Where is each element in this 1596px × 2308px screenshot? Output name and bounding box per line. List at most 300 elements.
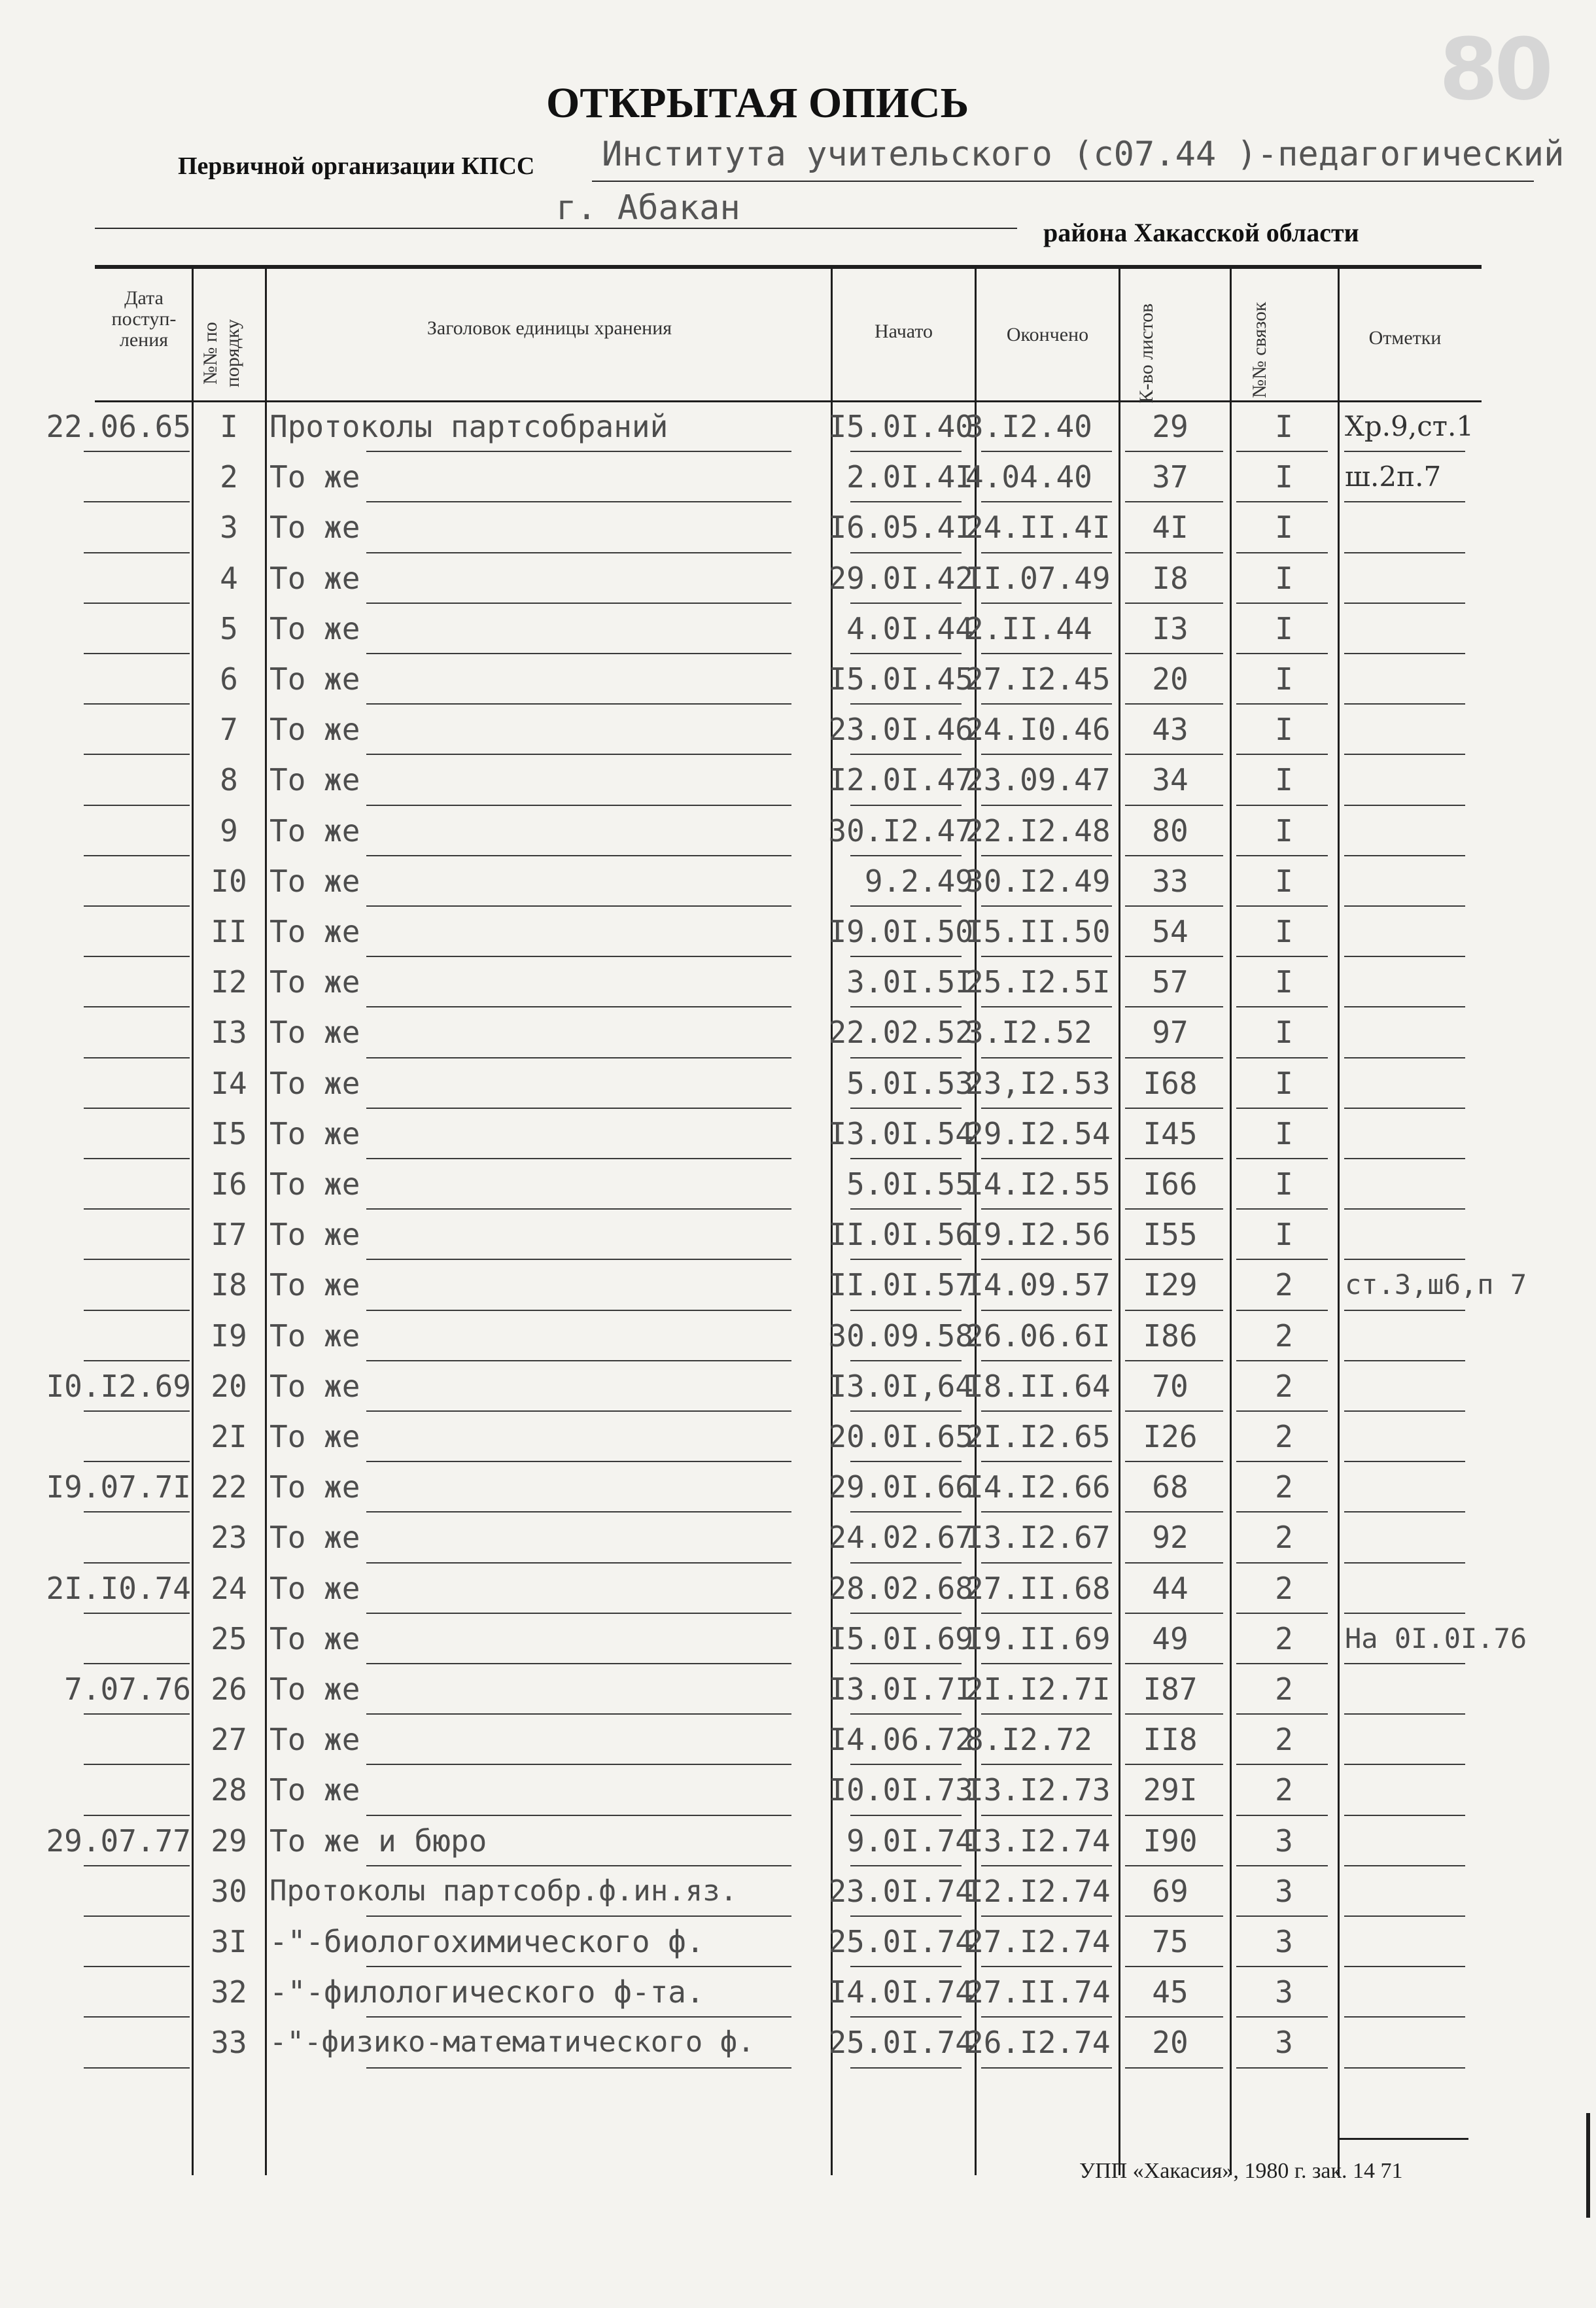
row-rule [1344,2016,1465,2018]
cell-title: То же [269,864,360,898]
cell-start: 5.0I.53 [846,1066,973,1100]
row-rule [1125,603,1223,604]
cell-num: 7 [220,712,238,747]
title-rule [366,2067,791,2069]
cell-bundle: 2 [1275,1672,1293,1706]
cell-sheets: 69 [1152,1874,1188,1908]
cell-sheets: 92 [1152,1520,1188,1555]
cell-bundle: I [1275,1116,1293,1151]
row-rule [981,703,1112,705]
row-rule [850,905,962,907]
row-rule [1344,603,1465,604]
cell-end: 26.06.6I [965,1318,1111,1353]
row-rule [981,1663,1112,1664]
row-rule [1236,603,1328,604]
row-rule [981,501,1112,502]
cell-num: 33 [211,2025,247,2060]
row-rule [981,1410,1112,1412]
row-rule [1125,1461,1223,1462]
row-rule [1125,1966,1223,1967]
cell-title: То же [269,611,360,646]
cell-title: То же [269,1369,360,1403]
row-rule [84,451,190,452]
cell-bundle: 2 [1275,1773,1293,1808]
row-rule [1344,1713,1465,1715]
row-rule [850,1360,962,1361]
table-row [0,1819,1596,1869]
row-rule [1344,653,1465,654]
cell-bundle: I [1275,763,1293,797]
row-rule [84,855,190,856]
row-rule [84,2016,190,2018]
table-row [0,1364,1596,1414]
cell-title: То же [269,1268,360,1303]
cell-num: 23 [211,1520,247,1555]
row-rule [1125,1158,1223,1159]
row-rule [850,1815,962,1816]
cell-num: 22 [211,1470,247,1505]
row-rule [1236,703,1328,705]
cell-start: I3.0I,64 [828,1369,973,1403]
row-rule [981,2016,1112,2018]
cell-bundle: I [1275,965,1293,1000]
cell-end: 27.II.68 [965,1571,1111,1605]
cell-num: I2 [211,965,247,1000]
row-rule [850,754,962,755]
cell-title: Протоколы партсобраний [269,410,668,444]
cell-sheets: I55 [1143,1217,1198,1252]
cell-end: I3.I2.73 [965,1773,1111,1808]
row-rule [981,1461,1112,1462]
cell-end: 2.II.44 [965,611,1092,646]
table-row [0,1314,1596,1364]
row-rule [84,1310,190,1311]
cell-start: 25.0I.74 [828,2025,973,2060]
cell-num: 4 [220,561,238,595]
row-rule [981,451,1112,452]
cell-sheets: 33 [1152,864,1188,898]
cell-title: То же [269,763,360,797]
cell-sheets: I86 [1143,1318,1198,1353]
cell-sheets: 68 [1152,1470,1188,1505]
cell-title: То же и бюро [269,1823,487,1858]
row-rule [1236,1815,1328,1816]
cell-num: 26 [211,1672,247,1706]
cell-end: 29.I2.54 [965,1116,1111,1151]
cell-start: I5.0I.45 [828,662,973,696]
cell-start: I4.0I.74 [828,1975,973,2010]
cell-sheets: 20 [1152,662,1188,696]
row-rule [1344,1511,1465,1512]
row-rule [1344,1259,1465,1260]
cell-start: I6.05.4I [828,510,973,545]
cell-title: То же [269,712,360,747]
city: г. Абакан [556,188,740,228]
row-rule [1236,1461,1328,1462]
title-rule [366,1562,791,1564]
cell-num: 27 [211,1722,247,1757]
cell-bundle: 3 [1275,1925,1293,1959]
row-rule [981,905,1112,907]
cell-start: 29.0I.66 [828,1470,973,1505]
row-rule [1236,754,1328,755]
row-rule [850,1259,962,1260]
cell-num: 2 [220,460,238,495]
cell-sheets: 4I [1152,510,1188,545]
cell-bundle: 2 [1275,1268,1293,1303]
cell-start: 9.0I.74 [846,1823,973,1858]
row-rule [84,1158,190,1159]
title-rule [366,1713,791,1715]
title-rule [366,2016,791,2018]
row-rule [1236,1663,1328,1664]
row-rule [1344,1865,1465,1866]
cell-title: То же [269,1621,360,1656]
cell-end: I9.II.69 [965,1621,1111,1656]
cell-bundle: 3 [1275,2025,1293,2060]
row-rule [1236,1108,1328,1109]
row-rule [1344,1915,1465,1917]
row-rule [1344,1815,1465,1816]
table-row [0,657,1596,707]
row-rule [1125,1865,1223,1866]
cell-start: 28.02.68 [828,1571,973,1605]
cell-num: I4 [211,1066,247,1100]
row-rule [1236,1865,1328,1866]
cell-title: Протоколы партсобр.ф.ин.яз. [269,1874,738,1908]
row-rule [981,1562,1112,1564]
cell-date: 7.07.76 [64,1672,191,1706]
org-name: Института учительского (с07.44 )-педагогический [602,135,1565,174]
cell-end: I2.I2.74 [965,1874,1111,1908]
cell-title: То же [269,1066,360,1100]
row-rule [981,1511,1112,1512]
row-rule [850,703,962,705]
cell-start: I5.0I.69 [828,1621,973,1656]
table-row [0,1515,1596,1565]
row-rule [1125,451,1223,452]
cell-end: 23,I2.53 [965,1066,1111,1100]
cell-sheets: 43 [1152,712,1188,747]
cell-num: 3 [220,510,238,545]
row-rule [1344,1966,1465,1967]
row-rule [850,1208,962,1210]
cell-bundle: I [1275,410,1293,444]
cell-start: 3.0I.5I [846,965,973,1000]
row-rule [84,1915,190,1917]
row-rule [1125,956,1223,957]
row-rule [1236,1310,1328,1311]
cell-sheets: I45 [1143,1116,1198,1151]
cell-title: То же [269,662,360,696]
cell-sheets: II8 [1143,1722,1198,1757]
row-rule [850,1713,962,1715]
cell-date: 22.06.65 [46,410,191,444]
cell-title: То же [269,813,360,848]
cell-sheets: 44 [1152,1571,1188,1605]
row-rule [1125,805,1223,806]
margin-mark [1586,2113,1590,2218]
row-rule [1125,855,1223,856]
row-rule [1236,956,1328,957]
row-rule [981,1208,1112,1210]
title-rule [366,1815,791,1816]
row-rule [1125,1562,1223,1564]
header-date: Дата поступ-ления [111,287,177,351]
row-rule [1125,1108,1223,1109]
cell-sheets: 49 [1152,1621,1188,1656]
row-rule [84,1057,190,1058]
cell-title: То же [269,915,360,949]
cell-bundle: I [1275,864,1293,898]
table-top-border [95,265,1482,269]
cell-end: 22.I2.48 [965,813,1111,848]
cell-start: I0.0I.73 [828,1773,973,1808]
row-rule [850,1613,962,1614]
row-rule [981,1713,1112,1715]
row-rule [84,1410,190,1412]
cell-end: I4.09.57 [965,1268,1111,1303]
row-rule [1125,2016,1223,2018]
cell-title: То же [269,1520,360,1555]
cell-start: 22.02.52 [828,1015,973,1050]
row-rule [850,1006,962,1007]
cell-end: 3.I2.52 [965,1015,1092,1050]
row-rule [1236,451,1328,452]
table-row [0,1768,1596,1818]
row-rule [1236,653,1328,654]
row-rule [850,501,962,502]
cell-num: 6 [220,662,238,696]
row-rule [84,1562,190,1564]
row-rule [981,1966,1112,1967]
cell-end: 24.II.4I [965,510,1111,545]
table-row [0,707,1596,758]
row-rule [84,2067,190,2069]
row-rule [1236,1915,1328,1917]
cell-end: I3.I2.74 [965,1823,1111,1858]
row-rule [981,653,1112,654]
cell-sheets: I29 [1143,1268,1198,1303]
row-rule [850,552,962,553]
row-rule [1125,703,1223,705]
row-rule [1236,1360,1328,1361]
row-rule [84,1259,190,1260]
row-rule [850,1966,962,1967]
table-row [0,1919,1596,1970]
cell-start: 30.I2.47 [828,813,973,848]
table-row [0,2020,1596,2071]
row-rule [1344,1108,1465,1109]
cell-start: 9.2.49 [864,864,973,898]
row-rule [1344,1006,1465,1007]
table-row [0,758,1596,808]
row-rule [84,754,190,755]
cell-end: I4.I2.55 [965,1167,1111,1201]
title-rule [366,956,791,957]
row-rule [1236,1966,1328,1967]
cell-date: I0.I2.69 [46,1369,191,1403]
cell-bundle: 2 [1275,1369,1293,1403]
row-rule [84,1865,190,1866]
title-rule [366,552,791,553]
cell-num: 2I [211,1420,247,1454]
row-rule [1125,2067,1223,2069]
row-rule [850,956,962,957]
row-rule [850,1663,962,1664]
table-row [0,1111,1596,1162]
cell-end: 23.09.47 [965,763,1111,797]
title-rule [366,653,791,654]
cell-note: ст.3,ш6,п 7 [1345,1268,1527,1301]
cell-num: 9 [220,813,238,848]
cell-start: I4.06.72 [828,1722,973,1757]
table-row [0,1061,1596,1111]
table-bottom-right [1338,2138,1468,2140]
table-row [0,1414,1596,1465]
cell-end: I4.I2.66 [965,1470,1111,1505]
row-rule [850,1158,962,1159]
row-rule [1125,552,1223,553]
title-rule [366,1511,791,1512]
title-rule [366,1613,791,1614]
cell-bundle: I [1275,712,1293,747]
title-rule [366,603,791,604]
title-rule [366,1006,791,1007]
header-bundle: №№ связок [1249,302,1270,398]
row-rule [1125,653,1223,654]
row-rule [1125,1057,1223,1058]
row-rule [1236,1713,1328,1715]
cell-sheets: 20 [1152,2025,1188,2060]
row-rule [850,451,962,452]
row-rule [850,1310,962,1311]
row-rule [84,1764,190,1765]
row-rule [981,855,1112,856]
cell-bundle: I [1275,813,1293,848]
row-rule [1125,1310,1223,1311]
cell-note: На 0I.0I.76 [1345,1622,1527,1654]
row-rule [850,653,962,654]
cell-title: То же [269,1470,360,1505]
table-row [0,809,1596,859]
cell-title: То же [269,1571,360,1605]
cell-date: 29.07.77 [46,1823,191,1858]
row-rule [981,603,1112,604]
row-rule [981,2067,1112,2069]
cell-sheets: I87 [1143,1672,1198,1706]
title-rule [366,1461,791,1462]
cell-end: 27.I2.74 [965,1925,1111,1959]
cell-title: -"-биологохимического ф. [269,1925,704,1959]
cell-num: I0 [211,864,247,898]
row-rule [1236,1562,1328,1564]
row-rule [1236,501,1328,502]
cell-start: II.0I.56 [828,1217,973,1252]
org-label: Первичной организации КПСС [178,152,535,180]
table-row [0,1717,1596,1768]
cell-num: 8 [220,763,238,797]
row-rule [1344,703,1465,705]
cell-num: 28 [211,1773,247,1808]
cell-num: 32 [211,1975,247,2010]
row-rule [1125,1663,1223,1664]
cell-end: 4.04.40 [965,460,1092,495]
cell-num: I9 [211,1318,247,1353]
row-rule [981,1613,1112,1614]
cell-num: I3 [211,1015,247,1050]
row-rule [84,905,190,907]
row-rule [981,1310,1112,1311]
header-sheets: К-во листов [1136,303,1157,404]
row-rule [1344,2067,1465,2069]
row-rule [981,1259,1112,1260]
table-row [0,556,1596,606]
row-rule [1344,1410,1465,1412]
row-rule [1344,1057,1465,1058]
header-start: Начато [874,321,933,342]
row-rule [84,1511,190,1512]
cell-end: I9.I2.56 [965,1217,1111,1252]
cell-sheets: I8 [1152,561,1188,595]
cell-title: То же [269,510,360,545]
cell-sheets: 37 [1152,460,1188,495]
cell-sheets: I66 [1143,1167,1198,1201]
row-rule [1125,1713,1223,1715]
row-rule [1344,1461,1465,1462]
cell-end: 3.I2.40 [965,410,1092,444]
row-rule [1344,1310,1465,1311]
title-rule [366,1915,791,1917]
row-rule [1236,805,1328,806]
row-rule [1125,1410,1223,1412]
row-rule [1236,855,1328,856]
row-rule [1125,1208,1223,1210]
row-rule [84,1108,190,1109]
title-rule [366,1158,791,1159]
cell-title: -"-физико-математического ф. [269,2025,755,2059]
cell-bundle: I [1275,460,1293,495]
title-rule [366,1663,791,1664]
row-rule [1125,1006,1223,1007]
cell-title: То же [269,1722,360,1757]
cell-date: 2I.I0.74 [46,1571,191,1605]
row-rule [981,1360,1112,1361]
row-rule [1344,1158,1465,1159]
cell-start: 29.0I.42 [828,561,973,595]
row-rule [850,2067,962,2069]
title-rule [366,451,791,452]
cell-bundle: I [1275,561,1293,595]
cell-end: 25.I2.5I [965,965,1111,1000]
table-row [0,1667,1596,1717]
cell-title: -"-филологического ф-та. [269,1975,704,2010]
row-rule [981,1108,1112,1109]
cell-start: I3.0I.54 [828,1116,973,1151]
cell-title: То же [269,1167,360,1201]
cell-title: То же [269,1672,360,1706]
row-rule [1236,2016,1328,2018]
cell-start: 4.0I.44 [846,611,973,646]
cell-sheets: 34 [1152,763,1188,797]
table-row [0,1970,1596,2020]
cell-end: I8.II.64 [965,1369,1111,1403]
row-rule [1125,1764,1223,1765]
cell-bundle: 2 [1275,1420,1293,1454]
cell-num: 3I [211,1925,247,1959]
cell-sheets: 97 [1152,1015,1188,1050]
cell-bundle: I [1275,611,1293,646]
